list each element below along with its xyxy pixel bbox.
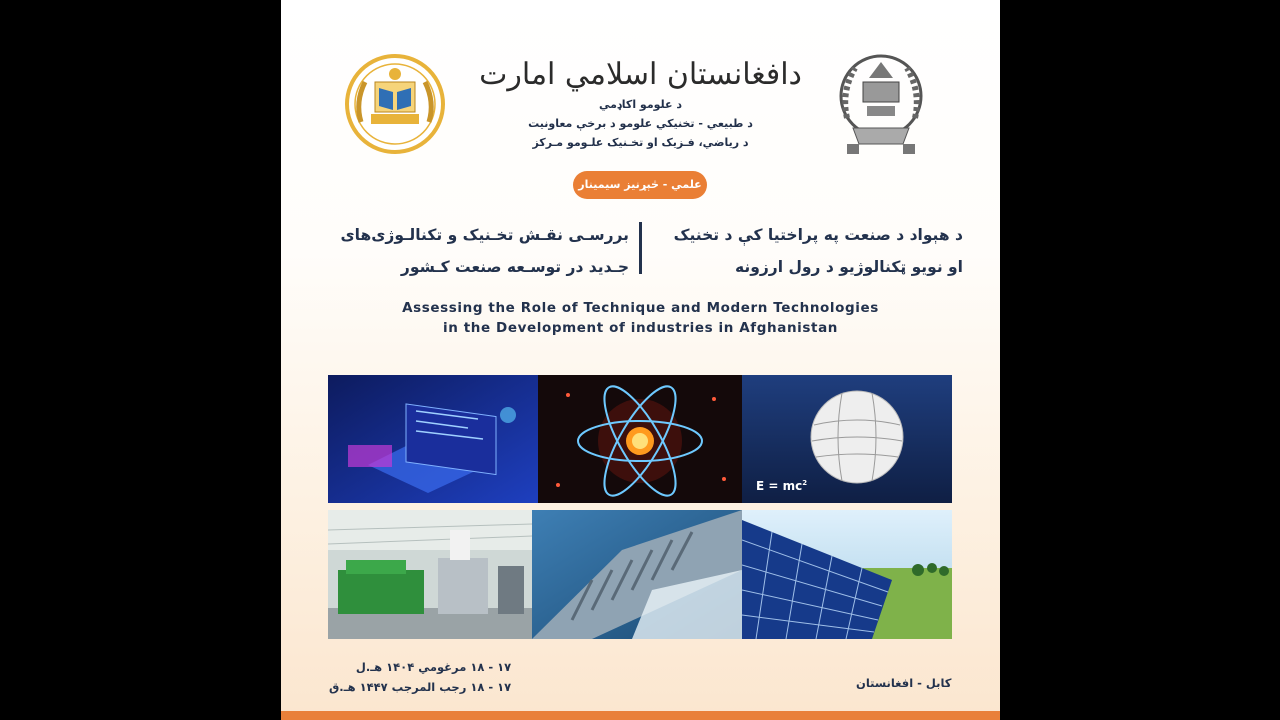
bottom-accent-bar — [281, 711, 1000, 720]
science-academy-logo — [341, 52, 449, 156]
image-digital-laptop — [328, 375, 538, 503]
emirate-title: دافغانستان اسلامي امارت — [479, 57, 802, 92]
image-solar-panels — [742, 510, 952, 639]
english-title — [281, 298, 1000, 338]
english-title-line1: Assessing the Role of Technique and Modern Technologies — [402, 300, 879, 316]
deputy-name: د طبيعي - تخنيکي علومو د برخې معاونيت — [528, 117, 753, 130]
seminar-type-badge: علمي - څېړنيز سيمينار — [573, 171, 707, 199]
date-lunar: ۱۷ - ۱۸ رجب المرجب ۱۴۴۷ هـ.ق — [329, 680, 512, 694]
header-block — [441, 55, 840, 152]
image-physics-sphere — [742, 375, 952, 503]
english-title-line2: in the Development of industries in Afghanistan — [442, 320, 839, 336]
dari-title-line2: جـدید در توسـعه صنعت کـشور — [400, 258, 629, 276]
image-dam-water — [532, 510, 742, 639]
image-atom — [538, 375, 742, 503]
pashto-title-line2: او نويو ټکنالوژيو د رول ارزونه — [735, 258, 963, 276]
formula-exponent: 2 — [802, 479, 808, 487]
formula-base: E = mc — [756, 479, 803, 493]
date-solar: ۱۷ - ۱۸ مرغومي ۱۴۰۴ هـ.ل — [355, 660, 512, 674]
center-name: د رياضي، فـزيک او تخـنيک علـومو مـرکز — [532, 136, 749, 149]
dari-title-line1: بررسـی نقـش تخـنیک و تکنالـوژی‌های — [340, 226, 629, 244]
emirate-emblem-logo — [833, 48, 929, 158]
pashto-title-line1: د هېواد د صنعت په پراختيا کې د تخنيک — [673, 226, 963, 244]
footer-dates — [329, 657, 511, 697]
seminar-poster — [281, 0, 1000, 720]
academy-name: د علومو اکاډمي — [598, 98, 683, 111]
title-divider — [639, 222, 642, 274]
image-factory-machinery — [328, 510, 532, 639]
footer-location: کابل - افغانستان — [856, 676, 952, 690]
dari-title — [301, 219, 629, 283]
pashto-title — [653, 219, 963, 283]
formula-label — [756, 479, 807, 493]
